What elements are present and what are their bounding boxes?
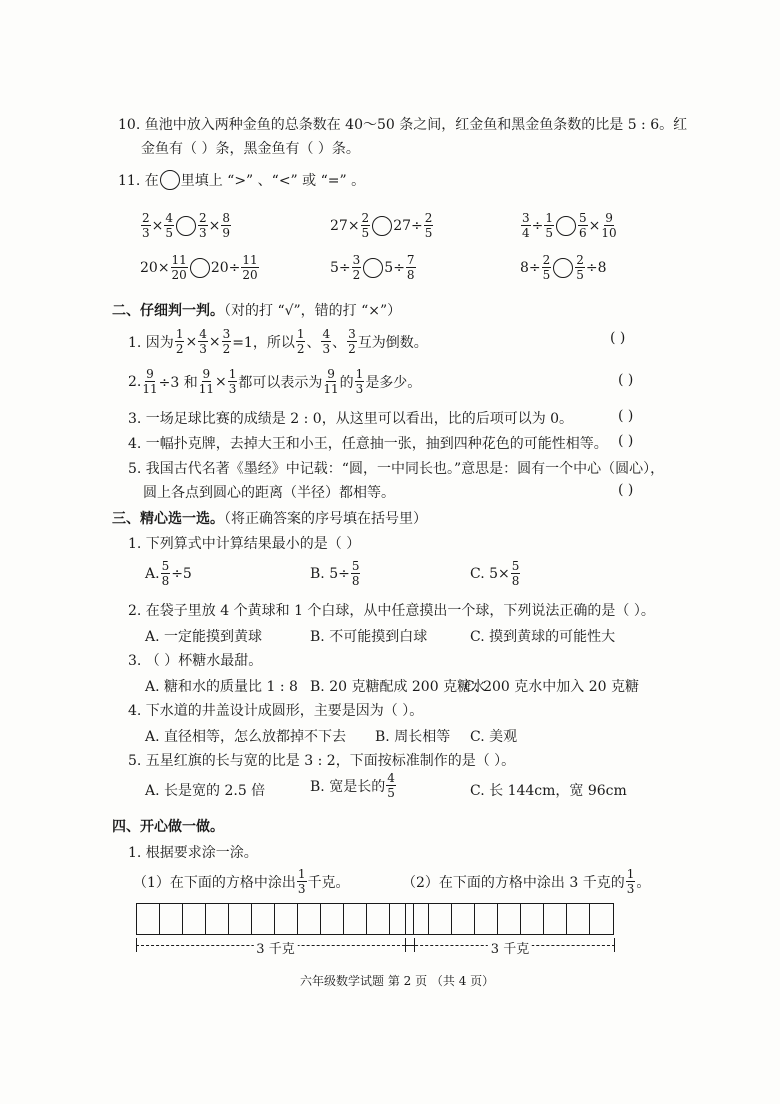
- q-text: 、: [332, 334, 347, 351]
- num: 3: [352, 253, 361, 267]
- sec3-q2-option-c[interactable]: C. 摸到黄球的可能性大: [470, 629, 616, 645]
- den: 5: [424, 226, 433, 240]
- num: 5: [351, 559, 360, 573]
- grid-cell[interactable]: [429, 904, 452, 934]
- compare-circle[interactable]: [372, 216, 392, 236]
- grid-cell[interactable]: [275, 904, 298, 934]
- section-title: 二、仔细判一判。: [112, 303, 224, 319]
- option-text: ÷5: [171, 565, 192, 582]
- den: 3: [355, 382, 364, 396]
- q-text: 都可以表示为: [238, 374, 323, 391]
- op: ×: [588, 217, 601, 234]
- sec3-q4-option-b[interactable]: B. 周长相等: [375, 729, 451, 745]
- den: 9: [222, 226, 231, 240]
- answer-paren[interactable]: ( ): [618, 482, 634, 498]
- den: 3: [297, 882, 306, 896]
- num: 2: [361, 211, 370, 225]
- option-text: B. 5÷: [310, 565, 350, 582]
- den: 2: [348, 342, 356, 356]
- sec3-q3-option-a[interactable]: A. 糖和水的质量比 1 : 8: [145, 679, 298, 695]
- sec3-q5-option-a[interactable]: A. 长是宽的 2.5 倍: [145, 783, 266, 799]
- den: 4: [522, 226, 530, 240]
- sec2-q2: [128, 368, 421, 395]
- grid-cell[interactable]: [590, 904, 613, 934]
- num: 1: [175, 327, 184, 341]
- den: 8: [511, 574, 520, 588]
- den: 6: [579, 226, 587, 240]
- den: 8: [406, 268, 415, 282]
- grid-cell[interactable]: [137, 904, 160, 934]
- paint-grid-1[interactable]: [136, 903, 414, 935]
- num: 2: [142, 211, 150, 225]
- compare-circle[interactable]: [363, 258, 383, 278]
- sec3-q4: 4. 下水道的井盖设计成圆形，主要是因为（ ）。: [128, 703, 424, 719]
- grid-cell[interactable]: [452, 904, 475, 934]
- den: 2: [175, 342, 184, 356]
- num: 3: [348, 327, 356, 341]
- compare-r1c2: [330, 212, 434, 239]
- den: 2: [296, 342, 305, 356]
- num: 3: [222, 327, 231, 341]
- num: 5: [161, 559, 170, 573]
- grid-cell[interactable]: [183, 904, 206, 934]
- den: 3: [199, 226, 207, 240]
- den: 3: [322, 342, 331, 356]
- q10-line2: 金鱼有（ ）条，黑金鱼有（ ）条。: [141, 141, 360, 157]
- sec2-q5a: 5. 我国古代名著《墨经》中记载：“圆，一中同长也。”意思是：圆有一个中心（圆心），: [128, 461, 665, 477]
- sec3-q5-option-c[interactable]: C. 长 144cm，宽 96cm: [470, 783, 627, 799]
- grid-cell[interactable]: [367, 904, 390, 934]
- num: 8: [222, 211, 231, 225]
- compare-r1c1: [140, 212, 232, 239]
- sec3-q5-option-b[interactable]: [310, 772, 397, 799]
- num: 2: [576, 253, 584, 267]
- num: 4: [387, 771, 395, 785]
- grid-cell[interactable]: [252, 904, 275, 934]
- q-text: 的: [339, 374, 354, 391]
- compare-circle[interactable]: [556, 216, 576, 236]
- num: 2: [424, 211, 433, 225]
- q-text: ÷3 和: [158, 374, 198, 391]
- compare-r2c2: [330, 254, 417, 281]
- grid-cell[interactable]: [160, 904, 183, 934]
- sec2-header: [112, 300, 401, 320]
- expr-text: 5÷: [384, 259, 405, 276]
- num: 3: [522, 211, 530, 225]
- compare-r1c3: [520, 212, 618, 239]
- sec2-q1: [128, 328, 428, 355]
- sec3-q1: 1. 下列算式中计算结果最小的是（ ）: [128, 536, 361, 552]
- den: 3: [142, 226, 150, 240]
- grid-cell[interactable]: [567, 904, 590, 934]
- sec3-q2-option-b[interactable]: B. 不可能摸到白球: [310, 629, 428, 645]
- sec3-q1-option-b[interactable]: [310, 560, 361, 587]
- den: 2: [352, 268, 361, 282]
- den: 3: [228, 382, 237, 396]
- q11-pre: 11. 在: [118, 173, 159, 189]
- num: 1: [228, 367, 237, 381]
- den: 10: [601, 226, 617, 240]
- num: 9: [146, 367, 154, 381]
- den: 3: [199, 342, 207, 356]
- grid-cell[interactable]: [544, 904, 567, 934]
- grid-cell[interactable]: [344, 904, 367, 934]
- page-footer: 六年级数学试题 第 2 页 （共 4 页）: [300, 974, 495, 988]
- num: 1: [626, 867, 635, 881]
- q-text: 。: [636, 874, 651, 891]
- sec4-q1: 1. 根据要求涂一涂。: [128, 845, 258, 861]
- q10-line1: 10. 鱼池中放入两种金鱼的总条数在 40～50 条之间，红金鱼和黑金鱼条数的比是 5 : 6。红: [118, 117, 688, 133]
- q-text: 2.: [128, 373, 142, 390]
- den: 5: [576, 268, 584, 282]
- num: 2: [199, 211, 207, 225]
- answer-paren[interactable]: ( ): [618, 408, 634, 424]
- op: ×: [208, 333, 221, 350]
- dimension-label: 3 千克: [488, 938, 532, 957]
- sec3-q3-option-b[interactable]: B. 20 克糖配成 200 克糖水: [310, 679, 486, 695]
- expr-text: ÷8: [585, 259, 607, 276]
- sec3-q4-option-c[interactable]: C. 美观: [470, 729, 518, 745]
- q-text: =1，所以: [232, 334, 295, 351]
- den: 20: [171, 268, 187, 282]
- answer-paren[interactable]: ( ): [618, 372, 634, 388]
- num: 9: [202, 367, 211, 381]
- num: 7: [406, 253, 415, 267]
- sec4-title: 四、开心做一做。: [112, 819, 224, 835]
- section-note: （对的打 “√”，错的打 “×”）: [224, 303, 402, 319]
- den: 5: [545, 226, 554, 240]
- den: 2: [222, 342, 231, 356]
- den: 11: [142, 382, 158, 396]
- section-note: （将正确答案的序号填在括号里）: [224, 511, 427, 527]
- dimension-line-1: [136, 938, 415, 957]
- option-text: B. 宽是长的: [310, 778, 386, 795]
- den: 5: [361, 226, 370, 240]
- den: 8: [351, 574, 360, 588]
- grid-cell[interactable]: [298, 904, 321, 934]
- compare-circle[interactable]: [553, 258, 573, 278]
- q-text: 千克。: [307, 874, 350, 891]
- q-text: 互为倒数。: [357, 334, 428, 351]
- den: 11: [323, 382, 339, 396]
- den: 11: [198, 382, 215, 396]
- q-text: （1）在下面的方格中涂出: [133, 874, 296, 891]
- op: ×: [215, 373, 227, 390]
- grid-cell[interactable]: [406, 904, 429, 934]
- compare-r2c3: [520, 254, 607, 281]
- num: 5: [511, 559, 520, 573]
- section-title: 三、精心选一选。: [112, 511, 224, 527]
- expr-text: 27÷: [393, 217, 423, 234]
- den: 3: [626, 882, 635, 896]
- q-text: 、: [306, 334, 321, 351]
- op: ×: [208, 217, 221, 234]
- sec3-q5: 5. 五星红旗的长与宽的比是 3 : 2，下面按标准制作的是（ ）。: [128, 753, 516, 769]
- grid-cell[interactable]: [229, 904, 252, 934]
- op: ×: [185, 333, 198, 350]
- sec3-q2: 2. 在袋子里放 4 个黄球和 1 个白球，从中任意摸出一个球，下列说法正确的是（ ）。: [128, 603, 655, 619]
- num: 5: [579, 211, 587, 225]
- dimension-label: 3 千克: [253, 938, 297, 957]
- sec3-q1-option-c[interactable]: [470, 560, 521, 587]
- sec3-q3: 3. （ ）杯糖水最甜。: [128, 653, 263, 669]
- grid-cell[interactable]: [498, 904, 521, 934]
- expr-text: 27×: [330, 217, 360, 234]
- q11-instruction: [118, 170, 365, 190]
- num: 1: [545, 211, 554, 225]
- q-text: 1. 因为: [128, 334, 174, 351]
- sec2-q4: 4. 一幅扑克牌，去掉大王和小王，任意抽一张，抽到四种花色的可能性相等。: [128, 436, 608, 452]
- num: 4: [199, 327, 207, 341]
- answer-paren[interactable]: ( ): [610, 330, 626, 346]
- num: 1: [297, 867, 306, 881]
- option-text: A.: [145, 565, 160, 582]
- sec3-q4-option-a[interactable]: A. 直径相等，怎么放都掉不下去: [145, 729, 347, 745]
- num: 11: [171, 253, 187, 267]
- sec3-q1-option-a[interactable]: [145, 560, 192, 587]
- compare-circle[interactable]: [176, 216, 196, 236]
- num: 4: [322, 327, 331, 341]
- q-text: 是多少。: [365, 374, 422, 391]
- expr-text: 5÷: [330, 259, 351, 276]
- option-text: C. 5×: [470, 565, 510, 582]
- num: 1: [355, 367, 364, 381]
- expr-text: 20×: [140, 259, 170, 276]
- expr-text: 20÷: [210, 259, 241, 276]
- den: 5: [542, 268, 551, 282]
- expr-text: 8÷: [520, 259, 541, 276]
- q-text: （2）在下面的方格中涂出 3 千克的: [402, 874, 625, 891]
- num: 11: [242, 253, 258, 267]
- sec3-q3-option-c[interactable]: C. 200 克水中加入 20 克糖: [464, 679, 639, 695]
- answer-paren[interactable]: ( ): [618, 433, 634, 449]
- den: 8: [161, 574, 170, 588]
- dimension-line-2: [405, 938, 615, 957]
- compare-circle[interactable]: [190, 258, 210, 278]
- grid-cell[interactable]: [475, 904, 498, 934]
- grid-cell[interactable]: [321, 904, 344, 934]
- q11-post: 里填上 “>” 、“<” 或 “=” 。: [180, 173, 366, 189]
- op: ÷: [531, 217, 544, 234]
- sec4-part2-instruction: [402, 868, 650, 895]
- num: 4: [165, 211, 174, 225]
- grid-cell[interactable]: [206, 904, 229, 934]
- den: 5: [387, 786, 395, 800]
- sec4-part1-instruction: [133, 868, 350, 895]
- sec3-q2-option-a[interactable]: A. 一定能摸到黄球: [145, 629, 263, 645]
- num: 9: [327, 367, 335, 381]
- den: 5: [165, 226, 174, 240]
- paint-grid-2[interactable]: [405, 903, 614, 935]
- num: 9: [605, 211, 613, 225]
- sec2-q3: 3. 一场足球比赛的成绩是 2 : 0，从这里可以看出，比的后项可以为 0。: [128, 411, 574, 427]
- circle-icon: [160, 170, 180, 190]
- op: ×: [151, 217, 164, 234]
- sec2-q5b: 圆上各点到圆心的距离（半径）都相等。: [143, 485, 395, 501]
- compare-r2c1: [140, 254, 260, 281]
- num: 1: [296, 327, 305, 341]
- num: 2: [542, 253, 551, 267]
- grid-cell[interactable]: [521, 904, 544, 934]
- sec3-header: [112, 508, 427, 528]
- den: 20: [242, 268, 258, 282]
